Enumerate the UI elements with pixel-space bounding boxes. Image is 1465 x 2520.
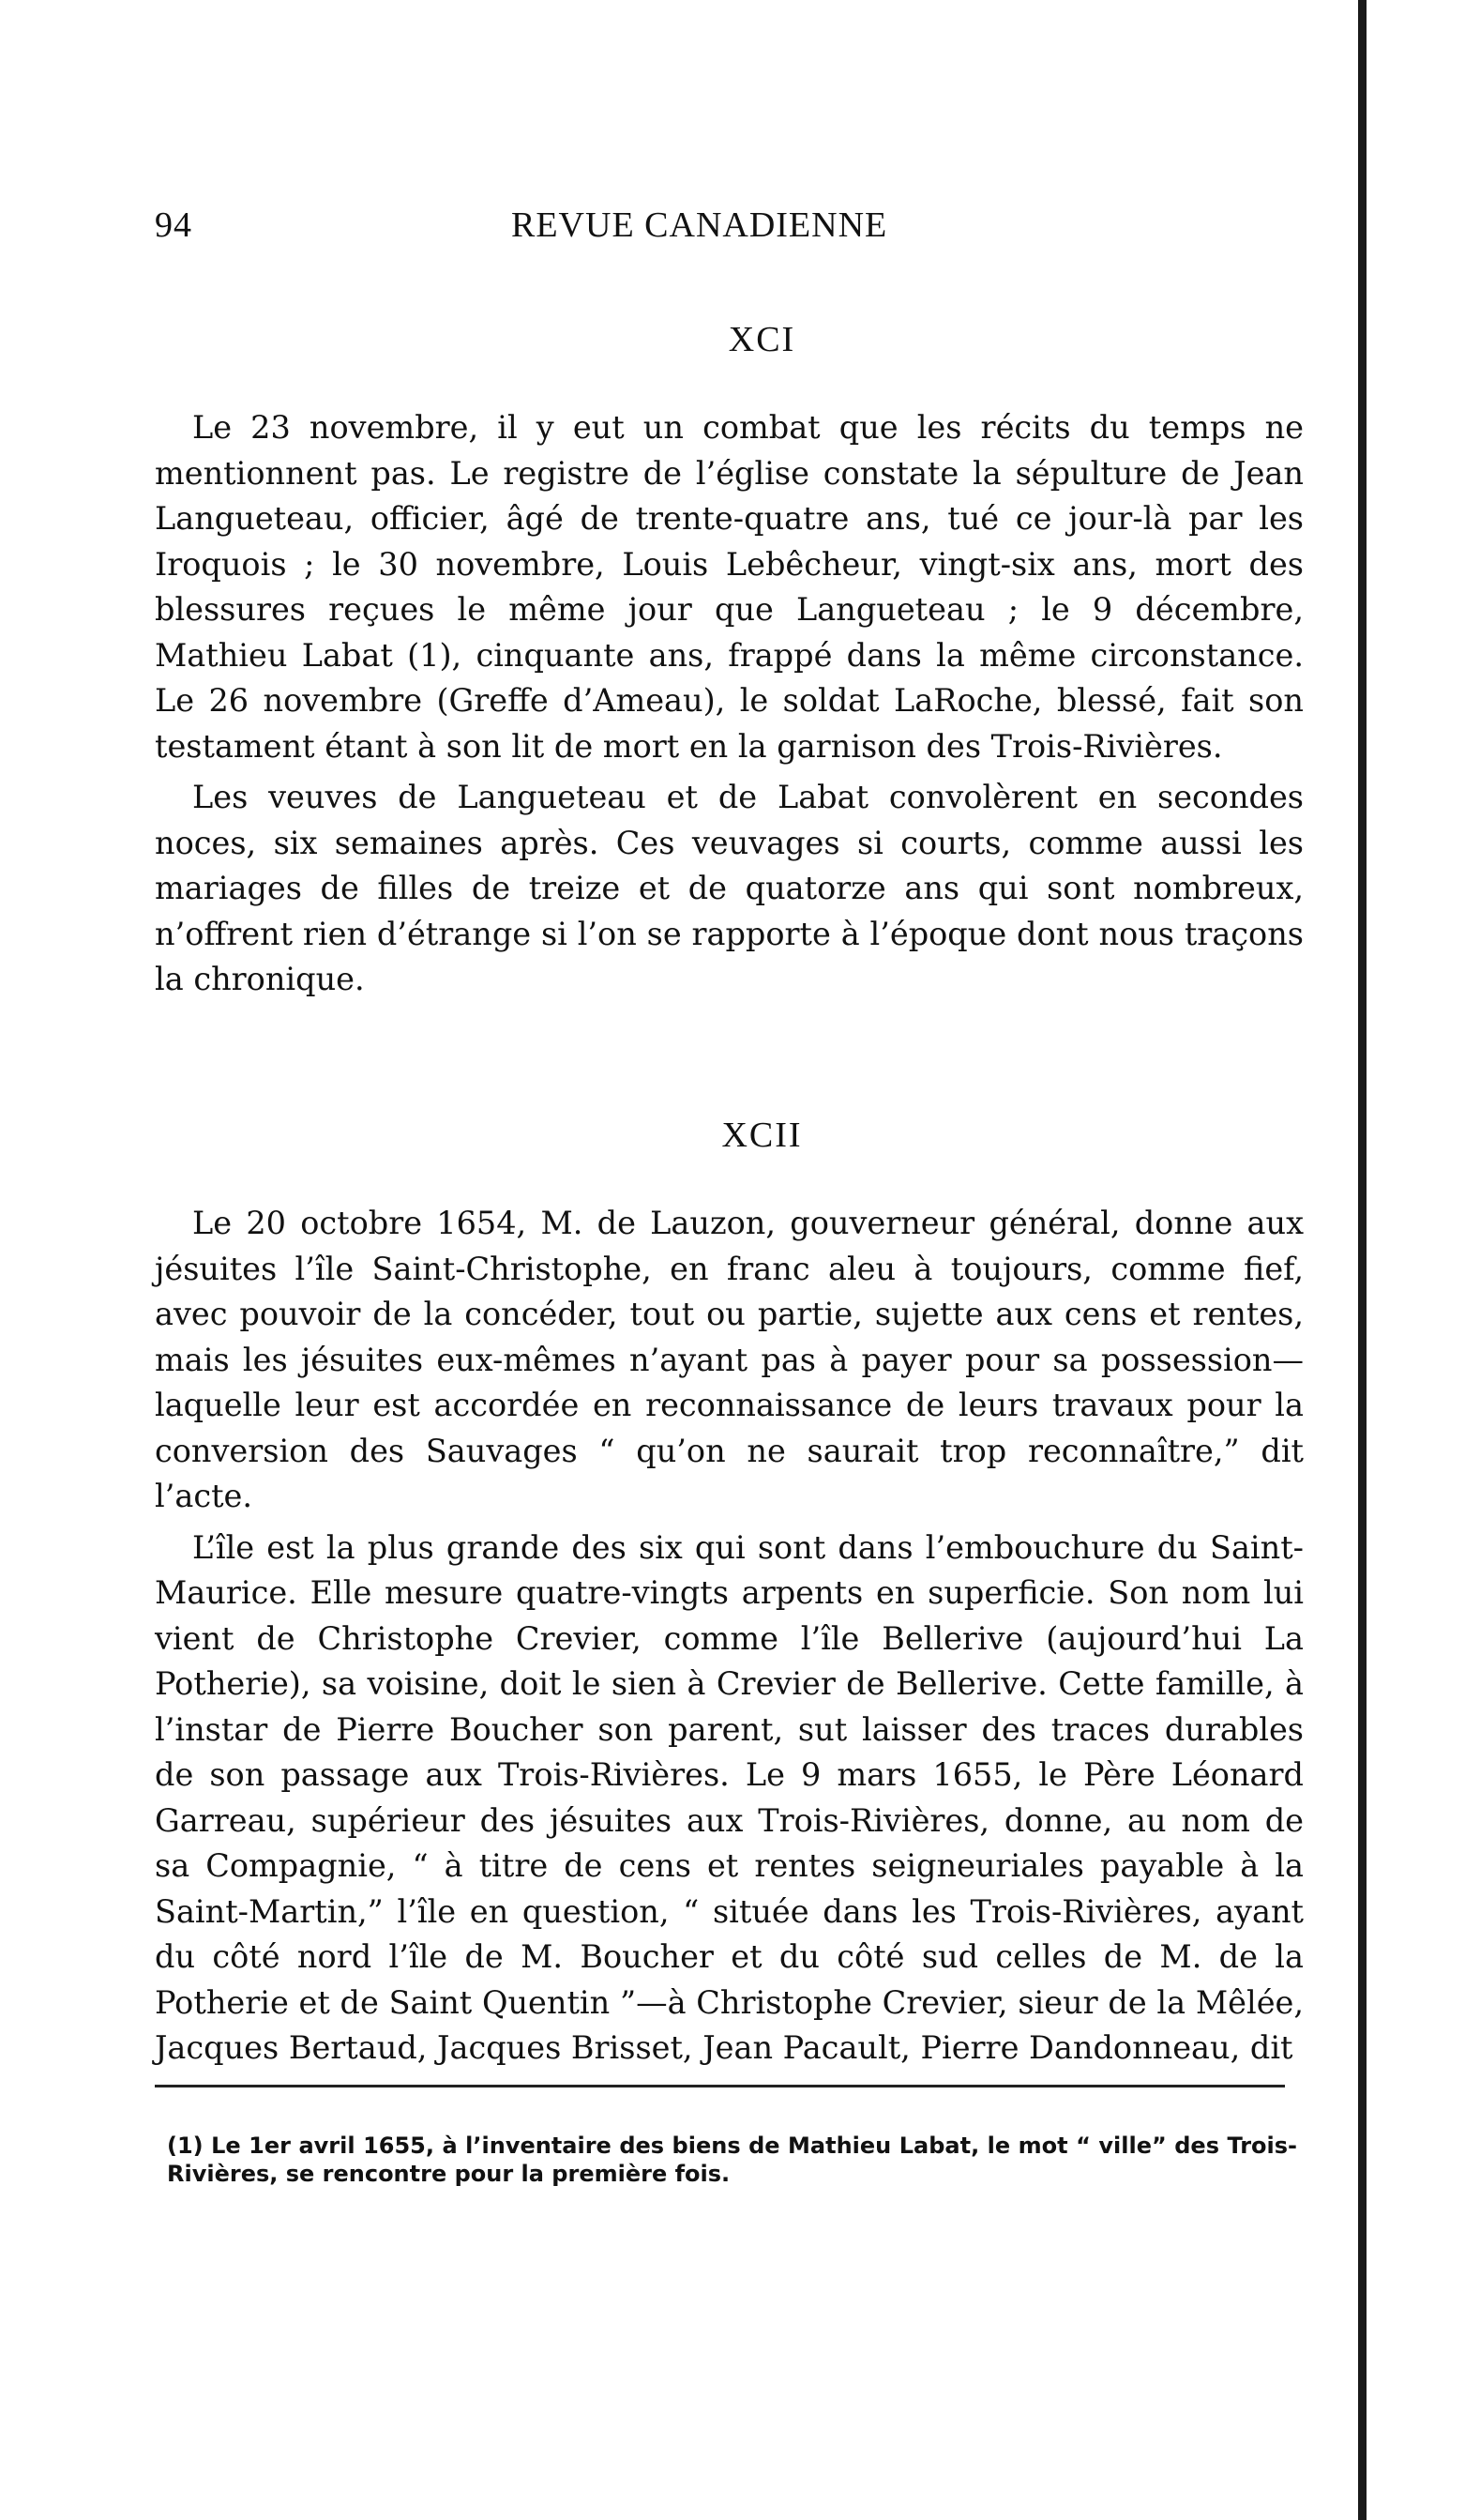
section-xci [155,319,1304,1009]
section-heading: XCII [721,1116,803,1155]
footnote: (1) Le 1er avril 1655, à l’inventaire des biens de Mathieu Labat, le mot “ ville” des Trois-Rivières, se rencontre pour la première fois. [167,2133,1297,2187]
scan-edge-line [1358,0,1367,2520]
paragraph: Les veuves de Langueteau et de Labat convolèrent en secondes noces, six semaines après. Ces veuvages si courts, comme aussi les mariages de filles de treize et de quatorze ans qui sont nombreux, n’offrent rien d’étrange si l’on se rapporte à l’époque dont nous traçons la chronique. [155,779,1304,997]
paragraph: Le 23 novembre, il y eut un combat que les récits du temps ne mentionnent pas. Le registre de l’église constate la sépulture de Jean Langueteau, officier, âgé de trente-quatre ans, tué ce jour-là par les Iroquois ; le 30 novembre, Louis Lebêcheur, vingt-six ans, mort des blessures reçues le même jour que Langueteau ; le 9 décembre, Mathieu Labat (1), cinquante ans, frappé dans la même circonstance. Le 26 novembre (Greffe d’Ameau), le soldat LaRoche, blessé, fait son testament étant à son lit de mort en la garnison des Trois-Rivières. [155,409,1304,765]
running-head [155,205,1308,251]
footnote-divider [155,2085,1285,2087]
journal-title: REVUE CANADIENNE [511,205,888,245]
paragraph: Le 20 octobre 1654, M. de Lauzon, gouverneur général, donne aux jésuites l’île Saint-Christophe, en franc aleu à toujours, comme fief, avec pouvoir de la concéder, tout ou partie, sujette aux cens et rentes, mais les jésuites eux-mêmes n’ayant pas à payer pour sa possession—laquelle leur est accordée en reconnaissance de leurs travaux pour la conversion des Sauvages “ qu’on ne saurait trop reconnaître,” dit l’acte. [155,1205,1304,1514]
page-number: 94 [155,205,192,245]
section-xcii [155,1115,1304,2077]
paragraph: L’île est la plus grande des six qui sont dans l’embouchure du Saint-Maurice. Elle mesure quatre-vingts arpents en superficie. Son nom lui vient de Christophe Crevier, comme l’île Bellerive (aujourd’hui La Potherie), sa voisine, doit le sien à Crevier de Bellerive. Cette famille, à l’instar de Pierre Boucher son parent, sut laisser des traces durables de son passage aux Trois-Rivières. Le 9 mars 1655, le Père Léonard Garreau, supérieur des jésuites aux Trois-Rivières, donne, au nom de sa Compagnie, “ à titre de cens et rentes seigneuriales payable à la Saint-Martin,” l’île en question, “ située dans les Trois-Rivières, ayant du côté nord l’île de M. Boucher et du côté sud celles de M. de la Potherie et de Saint Quentin ”—à Christophe Crevier, sieur de la Mêlée, Jacques Bertaud, Jacques Brisset, Jean Pacault, Pierre Dandonneau, dit [155,1528,1304,2066]
section-heading: XCI [728,320,796,359]
